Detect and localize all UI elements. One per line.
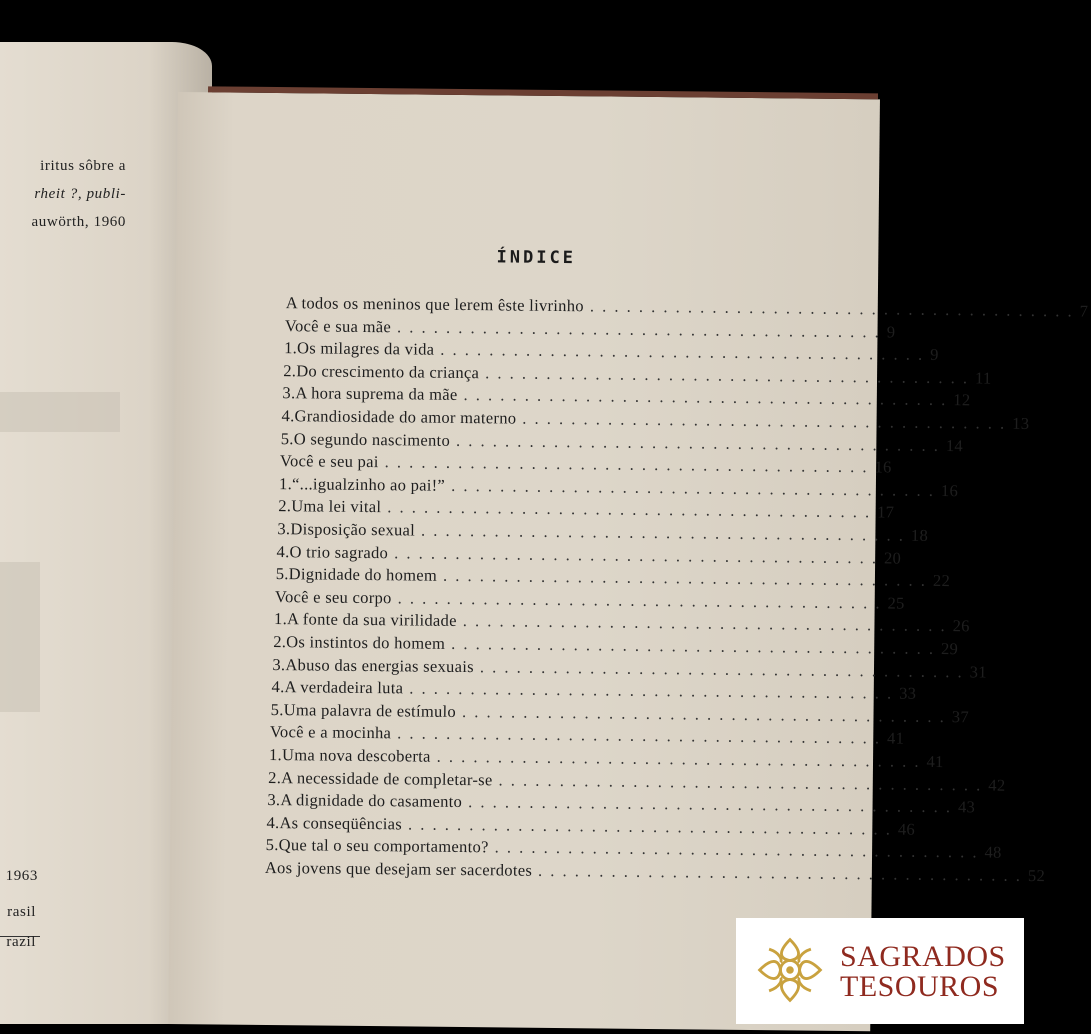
index-entry-number: 5. (280, 428, 294, 448)
index-entry-page: 11 (974, 368, 992, 388)
index-entry-label: Uma nova descoberta (281, 745, 431, 766)
index-entry-leader: . . . . . . . . . . . . . . . . . . . . . . . . . . . . . . . . . . . . . . . . (463, 385, 948, 410)
index-entry-page: 16 (940, 480, 959, 500)
index-entry-page: 29 (940, 639, 959, 659)
index-entry-leader: . . . . . . . . . . . . . . . . . . . . . . . . . . . . . . . . . . . . . . . . (384, 452, 869, 477)
index-entry-leader: . . . . . . . . . . . . . . . . . . . . . . . . . . . . . . . . . . . . . . . . (440, 339, 925, 365)
index-entry-page: 18 (910, 525, 929, 545)
index-entry-leader: . . . . . . . . . . . . . . . . . . . . . . . . . . . . . . . . . . . . . . . . (443, 565, 928, 591)
index-entry-page: 9 (886, 322, 896, 342)
index-entry-page: 13 (1012, 413, 1030, 433)
index-entry-leader: . . . . . . . . . . . . . . . . . . . . . . . . . . . . . . . . . . . . . . . . (485, 363, 970, 388)
index-entry-page: 46 (897, 819, 916, 839)
index-entry-leader: . . . . . . . . . . . . . . . . . . . . . . . . . . . . . . . . . . . . . . . . (397, 723, 882, 748)
index-entry-label: Os instintos do homem (286, 632, 446, 653)
index-entry-label: Grandiosidade do amor materno (294, 406, 517, 428)
index-entry-leader: . . . . . . . . . . . . . . . . . . . . . . . . . . . . . . . . . . . . . . . . (421, 520, 906, 545)
index-entry-page: 48 (984, 842, 1002, 863)
index-entry-leader: . . . . . . . . . . . . . . . . . . . . . . . . . . . . . . . . . . . . . . . . (455, 430, 941, 455)
index-entry-leader: . . . . . . . . . . . . . . . . . . . . . . . . . . . . . . . . . . . . . . . . (396, 316, 881, 341)
index-entry-number: 4. (276, 541, 290, 561)
index-entry-number: 2. (273, 632, 287, 652)
index-entry-leader: . . . . . . . . . . . . . . . . . . . . . . . . . . . . . . . . . . . . . . . . (494, 837, 979, 862)
index-entry-page: 9 (930, 345, 939, 365)
index-entry-leader: . . . . . . . . . . . . . . . . . . . . . . . . . . . . . . . . . . . . . . . . (451, 475, 936, 500)
index-entry-page: 43 (957, 797, 976, 817)
index-entry-leader: . . . . . . . . . . . . . . . . . . . . . . . . . . . . . . . . . . . . . . . . (407, 814, 893, 839)
index-entry-label: Uma palavra de estímulo (283, 699, 457, 721)
index-entry-number: 1. (273, 609, 288, 629)
show-through-mark (0, 392, 120, 432)
index-entry-label: A fonte da sua virilidade (286, 609, 457, 631)
index-entry-leader: . . . . . . . . . . . . . . . . . . . . . . . . . . . . . . . . . . . . . . . . (436, 746, 921, 771)
index-entry-page: 31 (969, 661, 987, 682)
watermark-line-1: SAGRADOS (840, 940, 1006, 973)
left-page-line: auwörth, 1960 (31, 214, 126, 230)
left-page-year: 1963 (5, 868, 38, 884)
index-title: ÍNDICE (496, 247, 577, 269)
index-entry-leader: . . . . . . . . . . . . . . . . . . . . . . . . . . . . . . . . . . . . . . . . (394, 542, 879, 567)
index-entry-leader: . . . . . . . . . . . . . . . . . . . . . . . . . . . . . . . . . . . . . . . . (397, 588, 882, 613)
index-entry-number: 2. (268, 767, 282, 787)
index-entry-leader: . . . . . . . . . . . . . . . . . . . . . . . . . . . . . . . . . . . . . . . . (498, 769, 983, 795)
index-entry-leader: . . . . . . . . . . . . . . . . . . . . . . . . . . . . . . . . . . . . . . . . (538, 860, 1023, 885)
index-entry-page: 41 (926, 751, 944, 772)
index-entry-number: 4. (281, 406, 295, 426)
index-entry-label: Você e sua mãe (284, 315, 392, 336)
index-entry-page: 41 (886, 728, 905, 749)
index-entry-number: 2. (278, 496, 292, 516)
index-entry-label: Uma lei vital (291, 496, 382, 517)
index-entry-label: A necessidade de completar-se (281, 767, 493, 789)
index-entry-label: A dignidade do casamento (280, 790, 463, 812)
index-entry-number: 1. (268, 744, 283, 765)
index-entry-label: Aos jovens que desejam ser sacerdotes (264, 857, 533, 880)
index-entry-number: 3. (282, 383, 296, 403)
left-page-line: iritus sôbre a (40, 158, 126, 174)
index-entry-leader: . . . . . . . . . . . . . . . . . . . . . . . . . . . . . . . . . . . . . . . . (462, 611, 947, 636)
index-entry-leader: . . . . . . . . . . . . . . . . . . . . . . . . . . . . . . . . . . . . . . . . (468, 792, 953, 817)
index-entry-label: Você e seu pai (279, 451, 379, 472)
index-entry-leader: . . . . . . . . . . . . . . . . . . . . . . . . . . . . . . . . . . . . . . . . (589, 296, 1074, 321)
index-entry-label: Abuso das energias sexuais (285, 654, 474, 676)
index-entry-number: 5. (265, 835, 279, 855)
index-entry-number: 3. (267, 790, 281, 810)
index-entry-page: 17 (877, 502, 895, 522)
index-entry-page: 37 (951, 706, 970, 727)
index-entry (264, 857, 1046, 886)
index-entry-page: 20 (883, 548, 902, 568)
index-entry-leader: . . . . . . . . . . . . . . . . . . . . . . . . . . . . . . . . . . . . . . . . (387, 497, 872, 522)
index-entry-number: 1. (284, 338, 298, 358)
index-entry-number: 4. (271, 677, 285, 697)
index-entry-page: 22 (932, 571, 951, 591)
index-entry-label: Que tal o seu comportamento? (278, 835, 489, 857)
index-entry-label: “...igualzinho ao pai!” (291, 474, 446, 495)
index-entry-label: A hora suprema da mãe (295, 383, 458, 405)
index-entry-leader: . . . . . . . . . . . . . . . . . . . . . . . . . . . . . . . . . . . . . . . . (479, 656, 964, 681)
show-through-mark (0, 562, 40, 712)
index-entry-leader: . . . . . . . . . . . . . . . . . . . . . . . . . . . . . . . . . . . . . . . . (461, 701, 946, 726)
index-entry-label: O segundo nascimento (293, 428, 451, 450)
left-page-line: razil (6, 934, 36, 950)
index-entry-page: 7 (1079, 301, 1089, 321)
index-entry-number: 2. (283, 360, 297, 381)
index-entry-number: 5. (270, 699, 284, 719)
index-entry-leader: . . . . . . . . . . . . . . . . . . . . . . . . . . . . . . . . . . . . . . . . (522, 408, 1007, 433)
index-entry-number: 3. (272, 654, 286, 674)
index-entry-leader: . . . . . . . . . . . . . . . . . . . . . . . . . . . . . . . . . . . . . . . . (451, 633, 936, 658)
index-entry-label: A todos os meninos que lerem êste livrinho (285, 293, 584, 316)
index-entry-number: 4. (266, 812, 280, 832)
index-entry-page: 33 (899, 683, 917, 703)
index-entry-number: 1. (278, 473, 293, 494)
ornament-emblem-icon (752, 932, 828, 1008)
index-entry-page: 42 (988, 775, 1006, 795)
index-entry-page: 52 (1027, 865, 1046, 886)
left-page-line: rasil (7, 904, 36, 920)
index-entry-number: 5. (275, 564, 289, 584)
index-entry-page: 12 (953, 390, 971, 410)
index-entry-page: 25 (887, 593, 905, 613)
index-entry-label: Você e a mocinha (269, 722, 392, 743)
index-entry-label: Disposição sexual (290, 519, 416, 540)
left-page-line: rheit ?, publi- (34, 186, 126, 202)
index-entry-label: Dignidade do homem (288, 564, 438, 585)
index-entry-label: Os milagres da vida (297, 338, 435, 359)
index-entry-page: 16 (874, 457, 892, 477)
index-entry-label: A verdadeira luta (284, 677, 404, 698)
page-edge (208, 86, 878, 99)
index-entry-label: Você e seu corpo (274, 586, 392, 608)
index-entry-number: 3. (277, 519, 291, 539)
index-entry-label: O trio sagrado (289, 541, 389, 562)
index-entry-label: Do crescimento da criança (296, 361, 480, 382)
index-entry-page: 14 (945, 435, 964, 455)
watermark-logo (736, 918, 1024, 1024)
watermark-line-2: TESOUROS (840, 970, 1000, 1003)
index-entry-page: 26 (952, 616, 970, 636)
index-entry-leader: . . . . . . . . . . . . . . . . . . . . . . . . . . . . . . . . . . . . . . . . (409, 678, 894, 703)
index-entry-label: As conseqüências (279, 812, 403, 834)
